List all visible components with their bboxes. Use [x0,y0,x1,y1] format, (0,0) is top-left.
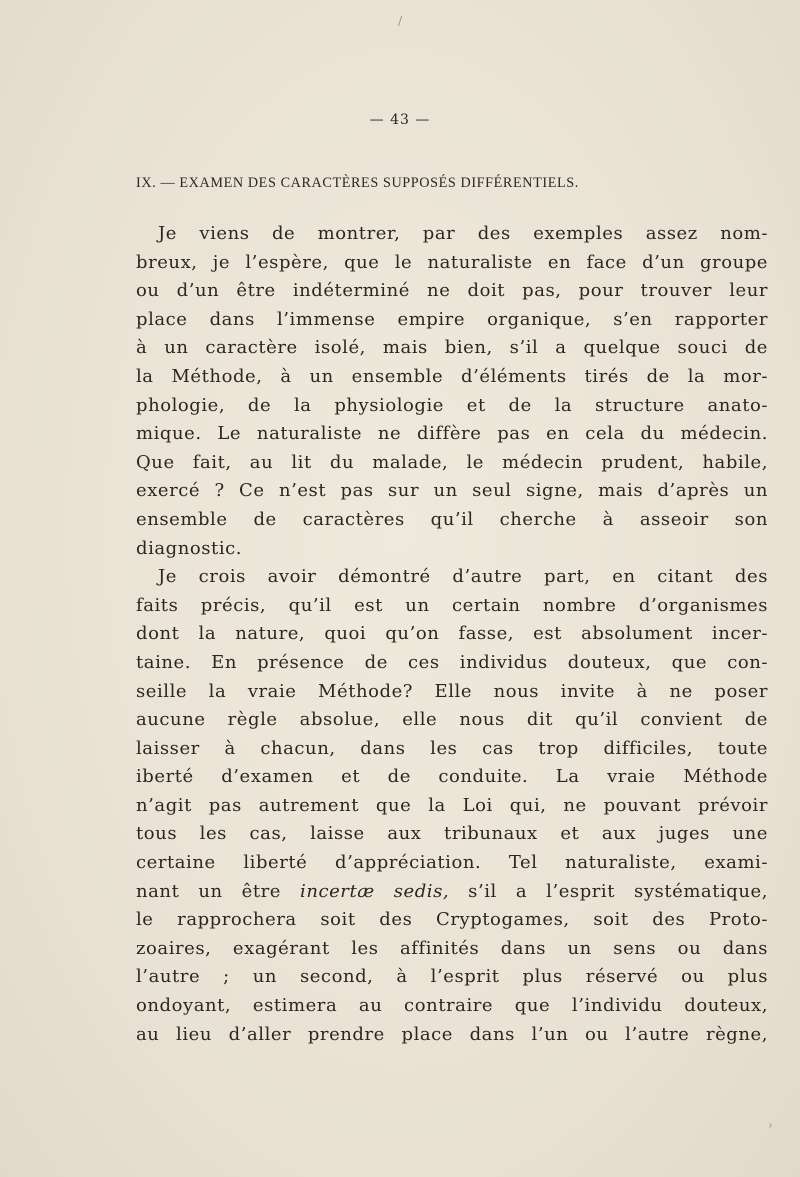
text-line: laisser à chacun, dans les cas trop difficiles, toute [136,737,768,759]
text-line: dont la nature, quoi qu’on fasse, est absolument incer- [136,623,768,645]
text-line: Je viens de montrer, par des exemples assez nom- [158,223,768,244]
text-line: au lieu d’aller prendre place dans l’un ou l’autre règne, [136,1023,768,1045]
text-line-with-italic [136,878,768,907]
text-line: zoaires, exagérant les affinités dans un sens ou dans [136,937,768,959]
text-line: ensemble de caractères qu’il cherche à asseoir son [136,508,768,530]
text-line: seille la vraie Méthode? Elle nous invite à ne poser [136,680,768,702]
text-line: le rapprochera soit des Cryptogames, soit des Proto- [136,909,768,931]
text-line: Je crois avoir démontré d’autre part, en citant des [158,566,768,588]
text-line: à un caractère isolé, mais bien, s’il a quelque souci de [136,337,768,359]
text-line: Que fait, au lit du malade, le médecin prudent, habile, [136,451,768,473]
text-line: tous les cas, laisse aux tribunaux et aux juges une [136,823,768,845]
text-line: phologie, de la physiologie et de la structure anato- [136,394,768,416]
text-line: ou d’un être indéterminé ne doit pas, pour trouver leur [136,280,768,302]
italic-phrase: incertæ sedis, [300,880,450,902]
text-line: iberté d’examen et de conduite. La vraie Méthode [136,766,768,788]
text-line: certaine liberté d’appréciation. Tel naturaliste, exami- [136,852,768,874]
scan-mark: / [398,14,403,28]
text-line: place dans l’immense empire organique, s’en rapporter [136,308,768,330]
text-line: aucune règle absolue, elle nous dit qu’il convient de [136,709,768,731]
text-line: mique. Le naturaliste ne diffère pas en cela du médecin. [136,423,768,445]
scan-mark: › [768,1118,773,1132]
section-heading: IX. — EXAMEN DES CARACTÈRES SUPPOSÉS DIFFÉRENTIELS. [136,175,579,191]
text-line: taine. En présence de ces individus douteux, que con- [136,651,768,673]
text-line: la Méthode, à un ensemble d’éléments tirés de la mor- [136,365,768,387]
text-line: ondoyant, estimera au contraire que l’individu douteux, [136,995,768,1017]
text-line: n’agit pas autrement que la Loi qui, ne pouvant prévoir [136,794,768,816]
page-number: — 43 — [369,112,431,128]
body-text [136,220,768,1049]
text-line-start: nant un être [136,880,281,902]
text-line: breux, je l’espère, que le naturaliste en face d’un groupe [136,251,768,273]
text-line: diagnostic. [136,537,243,559]
text-line: exercé ? Ce n’est pas sur un seul signe, mais d’après un [136,480,768,502]
text-line: faits précis, qu’il est un certain nombre d’organismes [136,594,768,616]
text-line: l’autre ; un second, à l’esprit plus réservé ou plus [136,966,768,988]
text-line-end: s’il a l’esprit systématique, [468,880,768,902]
